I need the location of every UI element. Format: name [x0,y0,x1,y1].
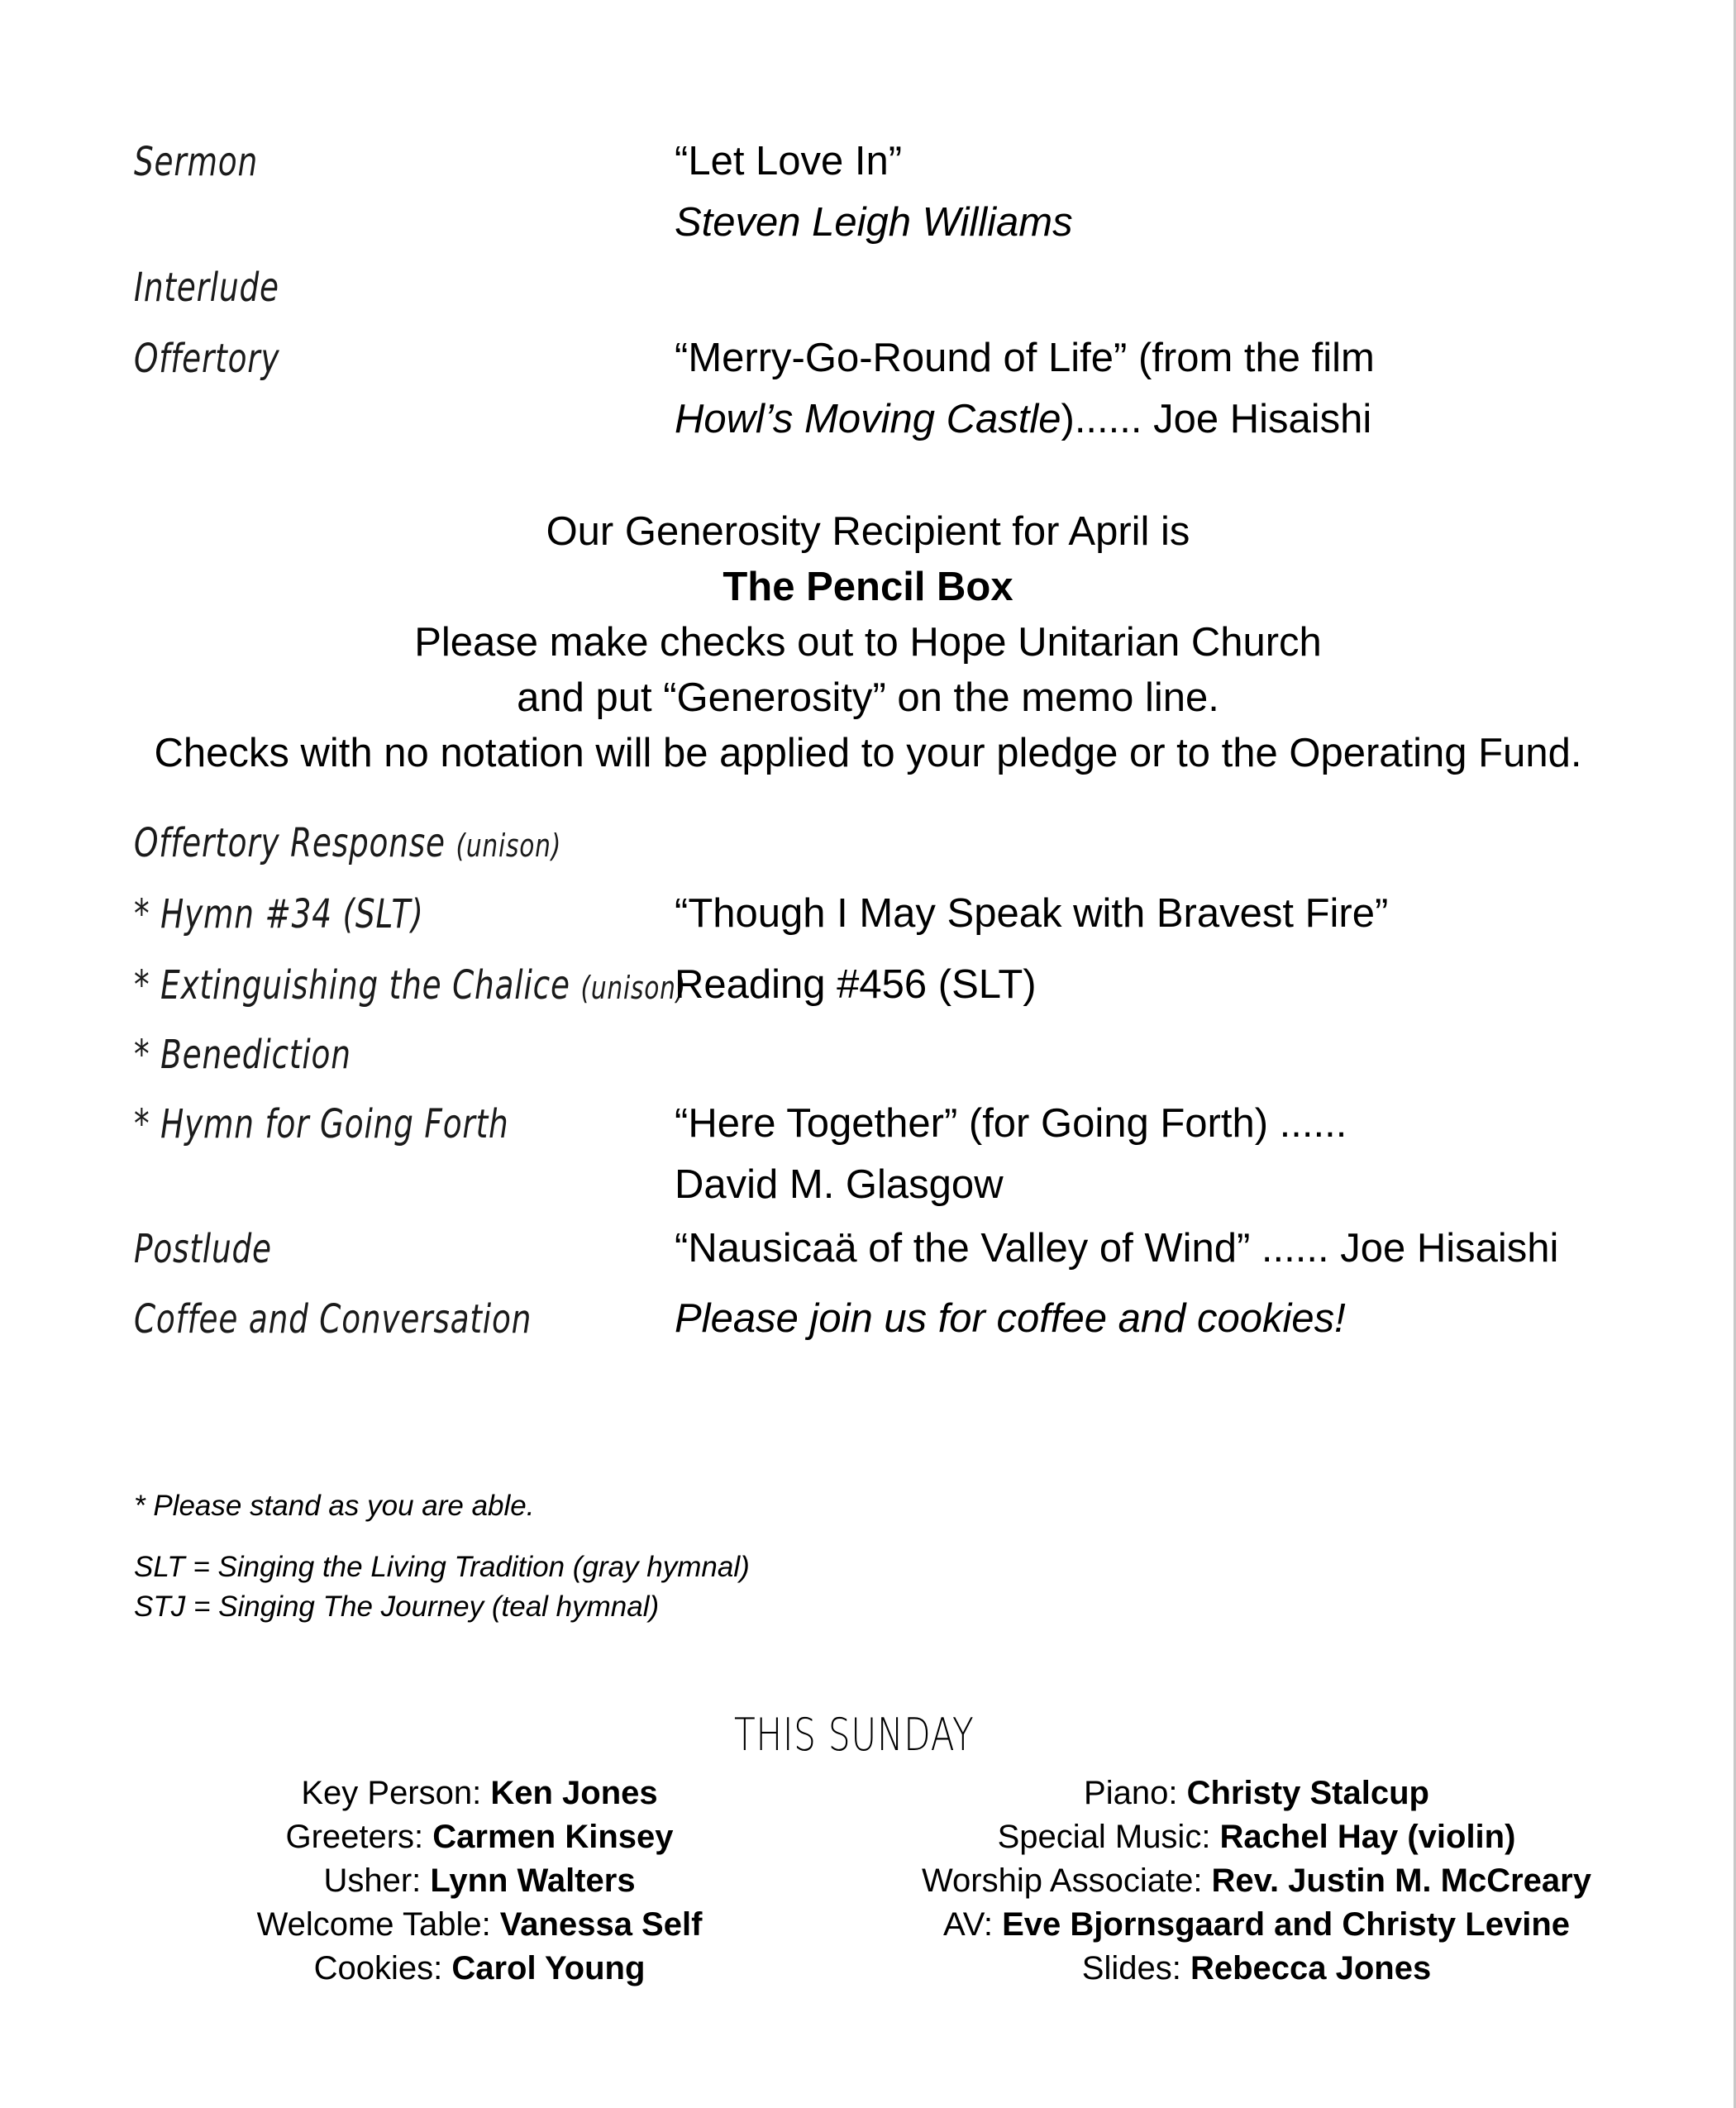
volunteer-role: Special Music: [997,1819,1220,1855]
program-value [675,1218,1558,1279]
volunteer-name: Rev. Justin M. McCreary [1211,1862,1591,1899]
volunteer-line [149,1815,810,1859]
volunteer-name: Vanessa Self [499,1906,703,1943]
this-sunday-left-column [149,1772,810,1991]
volunteer-name: Carmen Kinsey [432,1819,674,1855]
hymn-title: “Though I May Speak with Bravest Fire” [675,891,1389,936]
volunteer-name: Eve Bjornsgaard and Christy Levine [1002,1906,1570,1943]
volunteer-role: Welcome Table: [256,1906,500,1943]
composer: )...... Joe Hisaishi [1061,397,1372,441]
volunteer-role: Usher: [323,1862,431,1899]
program-value [675,131,1073,253]
volunteer-name: Christy Stalcup [1186,1775,1429,1811]
note-slt: SLT = Singing the Living Tradition (gray hymnal) [134,1551,750,1583]
program-value [675,883,1388,944]
generosity-block [0,504,1736,781]
volunteer-line [827,1815,1686,1859]
volunteer-line [149,1903,810,1947]
volunteer-line [149,1859,810,1903]
offertory-piece: “Merry-Go-Round of Life” (from the film [675,336,1375,380]
program-label: Offertory [134,336,280,382]
volunteer-role: Key Person: [301,1775,491,1811]
reading: Reading #456 (SLT) [675,962,1037,1007]
sermon-title: “Let Love In” [675,139,903,184]
volunteer-name: Carol Young [451,1950,646,1986]
program-value [675,327,1375,450]
label-note: (unison) [580,970,687,1006]
hymn-title: “Here Together” (for Going Forth) ...... [675,1101,1347,1146]
volunteer-role: Piano: [1084,1775,1187,1811]
this-sunday-right-column [827,1772,1686,1991]
program-label: Postlude [134,1226,272,1272]
generosity-memo: and put “Generosity” on the memo line. [517,675,1219,720]
program-label: Sermon [134,139,258,185]
program-value [675,954,1037,1015]
volunteer-name: Rebecca Jones [1190,1950,1432,1986]
sermon-speaker: Steven Leigh Williams [675,200,1073,245]
program-label: * Hymn #34 (SLT) [134,891,424,937]
generosity-intro: Our Generosity Recipient for April is [546,509,1190,554]
volunteer-role: AV: [942,1906,1003,1943]
volunteer-name: Ken Jones [490,1775,658,1811]
volunteer-role: Cookies: [313,1950,452,1986]
volunteer-role: Slides: [1081,1950,1190,1986]
generosity-checks: Please make checks out to Hope Unitarian Church [414,620,1322,665]
program-value [675,1288,1346,1349]
volunteer-line [827,1903,1686,1947]
volunteer-line [827,1947,1686,1991]
this-sunday-title [0,1706,1708,1764]
volunteer-role: Greeters: [285,1819,433,1855]
note-stj: STJ = Singing The Journey (teal hymnal) [134,1591,660,1623]
postlude-piece: “Nausicaä of the Valley of Wind” ...... Joe Hisaishi [675,1226,1559,1271]
program-label [134,954,686,1019]
volunteer-name: Lynn Walters [430,1862,636,1899]
note-stand: * Please stand as you are able. [134,1490,535,1522]
program-value [675,1093,1347,1215]
coffee-invitation: Please join us for coffee and cookies! [675,1296,1346,1341]
hymn-composer: David M. Glasgow [675,1162,1004,1207]
film-title: Howl’s Moving Castle [675,397,1061,441]
volunteer-name: Rachel Hay (violin) [1219,1819,1516,1855]
label-text: Offertory Response [134,820,446,866]
program-label: * Benediction [134,1032,351,1078]
program-label: * Hymn for Going Forth [134,1101,509,1147]
volunteer-line [827,1859,1686,1903]
offertory-piece-cont [675,389,1375,450]
label-note: (unison) [455,827,562,864]
volunteer-line [149,1772,810,1815]
generosity-recipient: The Pencil Box [723,565,1013,609]
volunteer-role: Worship Associate: [922,1862,1212,1899]
this-sunday-title-text: THIS SUNDAY [733,1709,975,1761]
label-text: * Extinguishing the Chalice [134,962,570,1009]
volunteer-line [827,1772,1686,1815]
program-label: Coffee and Conversation [134,1296,532,1343]
generosity-notation: Checks with no notation will be applied to your pledge or to the Operating Fund. [154,731,1582,775]
program-label [134,812,561,877]
volunteer-line [149,1947,810,1991]
program-label: Interlude [134,265,279,311]
